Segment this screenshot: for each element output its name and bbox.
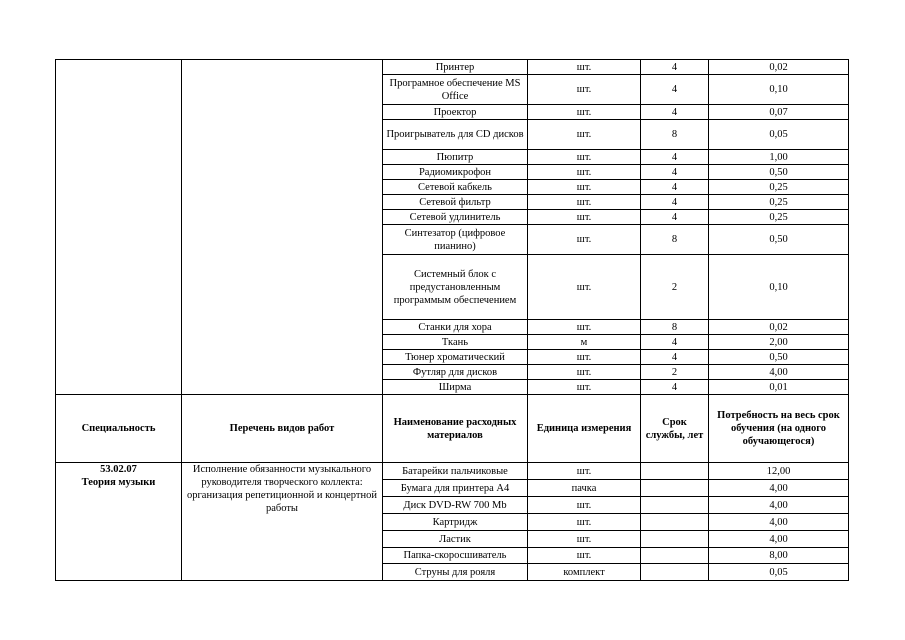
item-name-cell: Ластик [383,531,528,548]
item-need-cell: 8,00 [709,548,849,564]
specialty-cell [56,463,182,581]
item-term-cell [641,463,709,480]
item-name-cell: Тюнер хроматический [383,350,528,365]
item-term-cell: 8 [641,120,709,150]
item-term-cell [641,564,709,581]
item-need-cell: 0,05 [709,120,849,150]
item-need-cell: 0,02 [709,320,849,335]
item-need-cell: 4,00 [709,480,849,497]
item-name-cell: Радиомикрофон [383,165,528,180]
item-need-cell: 0,10 [709,75,849,105]
item-unit-cell: шт. [528,60,641,75]
item-need-cell: 0,25 [709,180,849,195]
item-unit-cell: шт. [528,180,641,195]
item-unit-cell: шт. [528,380,641,395]
header-works-cell: Перечень видов работ [182,395,383,463]
item-term-cell: 4 [641,180,709,195]
item-need-cell: 4,00 [709,514,849,531]
item-term-cell [641,548,709,564]
item-unit-cell: шт. [528,463,641,480]
header-row [56,395,849,463]
item-name-cell: Футляр для дисков [383,365,528,380]
item-unit-cell: шт. [528,210,641,225]
item-unit-cell: шт. [528,497,641,514]
header-term-cell: Срок службы, лет [641,395,709,463]
item-term-cell: 8 [641,225,709,255]
item-term-cell: 4 [641,150,709,165]
item-term-cell [641,480,709,497]
item-unit-cell: шт. [528,75,641,105]
item-name-cell: Сетевой удлинитель [383,210,528,225]
item-unit-cell: шт. [528,150,641,165]
item-need-cell: 4,00 [709,365,849,380]
table-row [56,463,849,480]
empty-specialty-cell [56,60,182,395]
item-need-cell: 0,02 [709,60,849,75]
item-need-cell: 0,50 [709,225,849,255]
item-term-cell: 2 [641,365,709,380]
header-materials-cell: Наименование расходных материалов [383,395,528,463]
empty-works-cell [182,60,383,395]
item-need-cell: 0,05 [709,564,849,581]
item-unit-cell: шт. [528,365,641,380]
item-name-cell: Синтезатор (цифровое пианино) [383,225,528,255]
item-name-cell: Проектор [383,105,528,120]
item-name-cell: Картридж [383,514,528,531]
item-unit-cell: комплект [528,564,641,581]
item-name-cell: Диск DVD-RW 700 Mb [383,497,528,514]
item-name-cell: Принтер [383,60,528,75]
item-name-cell: Програмное обеспечение MS Office [383,75,528,105]
item-need-cell: 0,50 [709,350,849,365]
item-term-cell [641,531,709,548]
item-name-cell: Проигрыватель для CD дисков [383,120,528,150]
item-need-cell: 1,00 [709,150,849,165]
item-unit-cell: шт. [528,548,641,564]
table-body [56,60,849,581]
item-term-cell: 4 [641,210,709,225]
specialty-code: 53.02.07 [100,464,137,475]
header-specialty-cell: Специальность [56,395,182,463]
item-term-cell: 4 [641,75,709,105]
item-unit-cell: шт. [528,195,641,210]
item-need-cell: 4,00 [709,531,849,548]
requirements-table [55,59,849,581]
item-unit-cell: шт. [528,225,641,255]
header-need-cell: Потребность на весь срок обучения (на одного обучающегося) [709,395,849,463]
item-name-cell: Системный блок с предустановленным программым обеспечением [383,255,528,320]
item-term-cell [641,497,709,514]
item-term-cell: 4 [641,195,709,210]
item-need-cell: 2,00 [709,335,849,350]
item-term-cell: 4 [641,165,709,180]
work-description-cell: Исполнение обязанности музыкального руководителя творческого коллекта: организация репетиционной и концертной работы [182,463,383,581]
item-term-cell: 4 [641,380,709,395]
item-name-cell: Сетевой фильтр [383,195,528,210]
item-term-cell [641,514,709,531]
item-unit-cell: пачка [528,480,641,497]
item-unit-cell: шт. [528,120,641,150]
item-name-cell: Пюпитр [383,150,528,165]
header-unit-cell: Единица измерения [528,395,641,463]
item-unit-cell: шт. [528,350,641,365]
item-need-cell: 12,00 [709,463,849,480]
item-need-cell: 0,25 [709,195,849,210]
item-name-cell: Батарейки пальчиковые [383,463,528,480]
item-name-cell: Струны для рояля [383,564,528,581]
item-need-cell: 0,25 [709,210,849,225]
item-name-cell: Ткань [383,335,528,350]
item-need-cell: 0,07 [709,105,849,120]
item-name-cell: Сетевой кабкель [383,180,528,195]
item-term-cell: 4 [641,60,709,75]
item-unit-cell: шт. [528,320,641,335]
item-name-cell: Бумага для принтера А4 [383,480,528,497]
item-name-cell: Папка-скоросшиватель [383,548,528,564]
item-name-cell: Станки для хора [383,320,528,335]
specialty-name: Теория музыки [81,477,156,488]
item-unit-cell: м [528,335,641,350]
item-term-cell: 2 [641,255,709,320]
item-need-cell: 4,00 [709,497,849,514]
item-name-cell: Ширма [383,380,528,395]
item-unit-cell: шт. [528,105,641,120]
item-term-cell: 4 [641,105,709,120]
item-need-cell: 0,50 [709,165,849,180]
table-row [56,60,849,75]
item-term-cell: 4 [641,350,709,365]
item-unit-cell: шт. [528,514,641,531]
item-unit-cell: шт. [528,255,641,320]
item-need-cell: 0,01 [709,380,849,395]
item-unit-cell: шт. [528,165,641,180]
item-unit-cell: шт. [528,531,641,548]
item-need-cell: 0,10 [709,255,849,320]
item-term-cell: 4 [641,335,709,350]
item-term-cell: 8 [641,320,709,335]
